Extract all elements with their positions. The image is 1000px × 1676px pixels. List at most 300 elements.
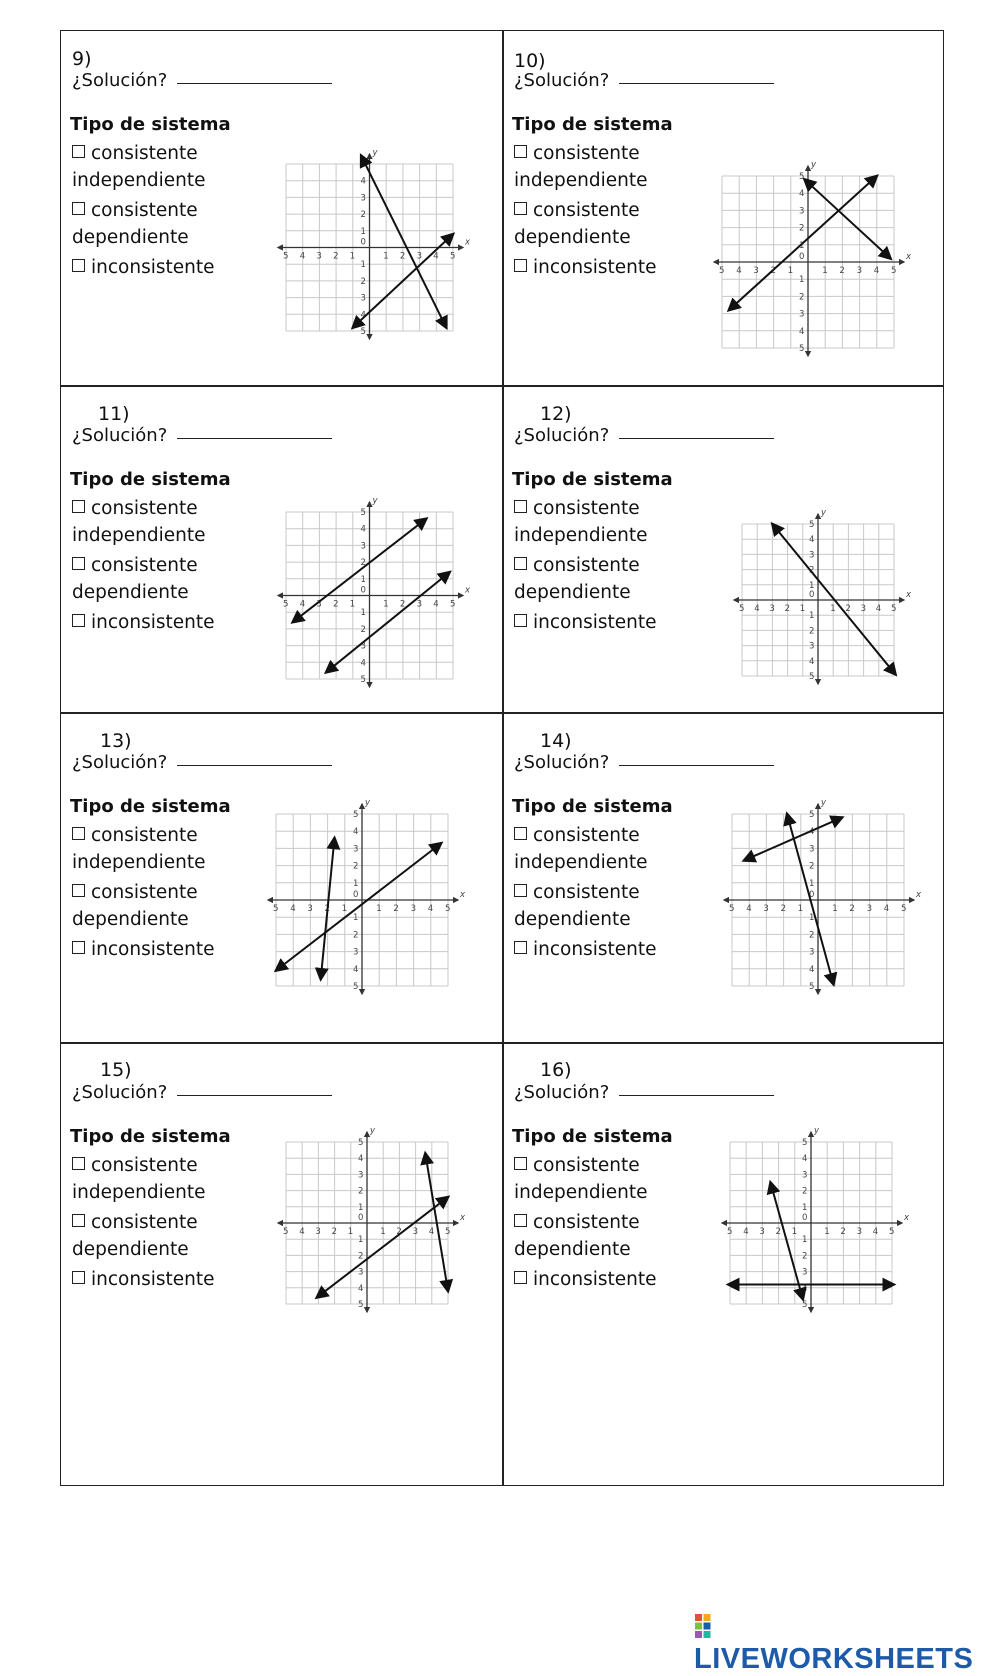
option-label-line2: independiente (514, 170, 648, 191)
y-tick-label: 1 (809, 913, 815, 924)
solution-answer-field[interactable] (514, 70, 774, 91)
coordinate-graph (708, 160, 912, 362)
x-tick-label: 4 (427, 904, 434, 914)
row-divider (60, 1042, 944, 1044)
liveworksheets-mark-icon (694, 1613, 720, 1639)
x-tick-label: 2 (396, 1227, 402, 1237)
option-label: inconsistente (533, 612, 657, 633)
y-tick-label: 4 (809, 656, 815, 667)
checkbox-icon[interactable] (72, 500, 85, 513)
y-tick-label: 5 (809, 672, 815, 682)
row-divider (60, 712, 944, 714)
origin-label: 0 (809, 890, 815, 900)
option-consistent-dependent[interactable] (514, 197, 640, 224)
checkbox-icon[interactable] (72, 259, 85, 272)
option-label-line2: dependiente (514, 909, 631, 930)
checkbox-icon[interactable] (514, 259, 527, 272)
solution-label: ¿Solución? (514, 1082, 610, 1103)
x-axis-label: x (906, 252, 912, 262)
problem-number: 10) (514, 50, 546, 72)
solution-answer-field[interactable] (514, 752, 774, 773)
problem-number: 15) (100, 1059, 132, 1081)
logo-text: LIVEWORKSHEETS (694, 1643, 974, 1675)
y-tick-label: 4 (809, 535, 815, 546)
y-tick-label: 3 (809, 947, 815, 958)
x-axis-label: x (906, 590, 912, 600)
x-tick-label: 5 (273, 904, 279, 914)
y-tick-label: 4 (358, 1154, 364, 1165)
y-tick-label: 3 (809, 844, 815, 855)
solution-answer-field[interactable] (72, 70, 332, 91)
checkbox-icon[interactable] (72, 614, 85, 627)
x-tick-label: 3 (416, 251, 423, 262)
x-tick-label: 4 (736, 266, 742, 276)
y-axis-label: y (811, 160, 817, 170)
solution-label: ¿Solución? (72, 1082, 168, 1103)
problem-number: 12) (540, 403, 572, 425)
answer-blank[interactable] (177, 437, 332, 439)
option-label: consistente (91, 1155, 198, 1176)
y-tick-label: 1 (360, 574, 366, 585)
system-type-heading: Tipo de sistema (512, 114, 673, 135)
solution-label: ¿Solución? (514, 752, 610, 773)
x-tick-label: 1 (787, 266, 794, 276)
y-tick-label: 3 (353, 844, 359, 855)
checkbox-icon[interactable] (514, 202, 527, 215)
y-tick-label: 4 (360, 658, 366, 669)
solution-label: ¿Solución? (72, 425, 168, 446)
option-consistent-independent[interactable] (72, 140, 198, 167)
option-label: inconsistente (533, 257, 657, 278)
option-inconsistent[interactable] (72, 609, 215, 636)
option-consistent-dependent[interactable] (514, 879, 640, 906)
x-tick-label: 3 (759, 1227, 765, 1237)
option-inconsistent[interactable] (514, 936, 657, 963)
y-tick-label: 3 (360, 541, 366, 552)
y-tick-label: 1 (360, 608, 366, 619)
y-tick-label: 3 (358, 1267, 364, 1278)
problem-number: 9) (72, 48, 92, 70)
liveworksheets-logo (694, 1610, 1000, 1676)
x-tick-label: 1 (799, 604, 806, 614)
x-tick-label: 3 (856, 1227, 863, 1237)
coordinate-graph (272, 148, 471, 350)
option-label: inconsistente (533, 939, 657, 960)
option-consistent-independent[interactable] (72, 495, 198, 522)
option-label: consistente (91, 825, 198, 846)
option-label-line2: dependiente (514, 227, 631, 248)
checkbox-icon[interactable] (72, 941, 85, 954)
system-type-heading: Tipo de sistema (70, 1126, 231, 1147)
option-label: consistente (533, 1212, 640, 1233)
x-tick-label: 2 (839, 266, 845, 276)
y-tick-label: 5 (802, 1300, 808, 1310)
y-tick-label: 2 (353, 930, 359, 941)
x-tick-label: 2 (399, 251, 406, 262)
y-tick-label: 1 (358, 1235, 364, 1246)
y-tick-label: 5 (353, 982, 359, 992)
option-label: consistente (91, 882, 198, 903)
solution-answer-field[interactable] (72, 1082, 332, 1103)
y-tick-label: 3 (809, 550, 815, 561)
x-tick-label: 5 (445, 1227, 451, 1237)
checkbox-icon[interactable] (514, 1214, 527, 1227)
origin-label: 0 (358, 1213, 364, 1223)
y-tick-label: 5 (360, 327, 366, 337)
y-tick-label: 1 (358, 1202, 364, 1213)
y-axis-label: y (370, 1126, 376, 1136)
checkbox-icon[interactable] (514, 557, 527, 570)
option-label: inconsistente (91, 612, 215, 633)
y-tick-label: 1 (360, 226, 366, 237)
checkbox-icon[interactable] (72, 145, 85, 158)
origin-label: 0 (802, 1213, 808, 1223)
x-tick-label: 1 (383, 599, 389, 610)
option-label: consistente (533, 882, 640, 903)
option-consistent-independent[interactable] (514, 1152, 640, 1179)
y-tick-label: 5 (358, 1138, 364, 1148)
option-label-line2: independiente (72, 525, 206, 546)
checkbox-icon[interactable] (514, 614, 527, 627)
x-tick-label: 2 (849, 904, 855, 914)
y-tick-label: 5 (360, 508, 366, 518)
x-tick-label: 4 (433, 599, 439, 610)
checkbox-icon[interactable] (514, 884, 527, 897)
y-axis-label: y (372, 496, 378, 506)
y-tick-label: 4 (799, 189, 805, 200)
y-axis-label: y (372, 148, 378, 158)
coordinate-graph (718, 798, 922, 1000)
option-consistent-dependent[interactable] (72, 879, 198, 906)
solution-answer-field[interactable] (514, 425, 774, 446)
checkbox-icon[interactable] (72, 827, 85, 840)
y-tick-label: 5 (360, 160, 366, 170)
checkbox-icon[interactable] (72, 884, 85, 897)
y-tick-label: 3 (360, 293, 366, 304)
x-tick-label: 4 (299, 251, 306, 262)
y-tick-label: 5 (799, 344, 805, 354)
x-tick-label: 1 (383, 251, 389, 262)
origin-label: 0 (360, 585, 366, 596)
option-label: consistente (91, 200, 198, 221)
x-tick-label: 1 (832, 904, 838, 914)
option-label: consistente (91, 498, 198, 519)
checkbox-icon[interactable] (72, 202, 85, 215)
x-tick-label: 2 (845, 604, 851, 614)
y-tick-label: 2 (799, 292, 805, 303)
x-tick-label: 3 (866, 904, 873, 914)
option-inconsistent[interactable] (72, 936, 215, 963)
option-label: consistente (533, 555, 640, 576)
y-tick-label: 4 (799, 326, 805, 337)
x-tick-label: 4 (746, 904, 752, 914)
y-tick-label: 2 (809, 861, 815, 872)
y-tick-label: 3 (802, 1170, 808, 1181)
x-tick-label: 3 (316, 599, 322, 610)
checkbox-icon[interactable] (72, 557, 85, 570)
x-tick-label: 3 (860, 604, 867, 614)
option-consistent-independent[interactable] (514, 495, 640, 522)
option-label-line2: independiente (514, 852, 648, 873)
x-axis-label: x (460, 890, 466, 900)
option-label: inconsistente (533, 1269, 657, 1290)
option-label-line2: dependiente (72, 227, 189, 248)
solution-answer-field[interactable] (514, 1082, 774, 1103)
x-tick-label: 3 (307, 904, 313, 914)
option-consistent-dependent[interactable] (72, 552, 198, 579)
x-tick-label: 1 (797, 904, 804, 914)
x-tick-label: 4 (299, 599, 306, 610)
option-label-line2: independiente (72, 852, 206, 873)
y-tick-label: 1 (809, 878, 815, 889)
x-tick-label: 5 (719, 266, 725, 276)
option-consistent-independent[interactable] (72, 822, 198, 849)
option-label: consistente (91, 1212, 198, 1233)
y-tick-label: 4 (360, 176, 366, 187)
option-consistent-dependent[interactable] (514, 1209, 640, 1236)
x-tick-label: 2 (784, 604, 791, 614)
x-tick-label: 3 (856, 266, 863, 276)
coordinate-graph (272, 1126, 466, 1318)
y-tick-label: 2 (358, 1186, 364, 1197)
option-consistent-dependent[interactable] (72, 197, 198, 224)
system-line (326, 572, 450, 672)
answer-blank[interactable] (619, 764, 774, 766)
x-tick-label: 5 (727, 1227, 733, 1237)
x-tick-label: 2 (333, 251, 339, 262)
option-label-line2: independiente (72, 170, 206, 191)
x-tick-label: 3 (753, 266, 759, 276)
y-tick-label: 5 (809, 520, 815, 530)
x-tick-label: 1 (376, 904, 382, 914)
answer-blank[interactable] (619, 437, 774, 439)
system-type-heading: Tipo de sistema (512, 796, 673, 817)
option-label-line2: independiente (514, 525, 648, 546)
y-axis-label: y (365, 798, 371, 808)
x-tick-label: 3 (315, 1227, 321, 1237)
option-label: inconsistente (91, 1269, 215, 1290)
y-tick-label: 4 (358, 1283, 364, 1294)
system-type-heading: Tipo de sistema (70, 114, 231, 135)
y-tick-label: 4 (809, 827, 815, 838)
option-consistent-independent[interactable] (514, 822, 640, 849)
x-axis-label: x (916, 890, 922, 900)
problem-number: 16) (540, 1059, 572, 1081)
y-tick-label: 5 (358, 1300, 364, 1310)
checkbox-icon[interactable] (514, 1157, 527, 1170)
x-tick-label: 3 (769, 604, 775, 614)
system-line (805, 179, 891, 258)
y-tick-label: 3 (799, 309, 805, 320)
checkbox-icon[interactable] (514, 827, 527, 840)
option-inconsistent[interactable] (514, 609, 657, 636)
solution-label: ¿Solución? (72, 752, 168, 773)
x-tick-label: 3 (763, 904, 769, 914)
x-tick-label: 2 (399, 599, 406, 610)
y-tick-label: 2 (802, 1186, 808, 1197)
option-consistent-dependent[interactable] (514, 552, 640, 579)
x-tick-label: 3 (316, 251, 322, 262)
x-tick-label: 4 (873, 266, 880, 276)
y-tick-label: 3 (358, 1170, 364, 1181)
y-tick-label: 1 (802, 1235, 808, 1246)
x-tick-label: 5 (729, 904, 735, 914)
problem-number: 14) (540, 730, 572, 752)
y-tick-label: 1 (809, 611, 815, 622)
answer-blank[interactable] (177, 1094, 332, 1096)
solution-label: ¿Solución? (72, 70, 168, 91)
checkbox-icon[interactable] (514, 145, 527, 158)
option-inconsistent[interactable] (514, 254, 657, 281)
x-tick-label: 1 (791, 1227, 798, 1237)
x-tick-label: 5 (891, 266, 897, 276)
y-tick-label: 4 (360, 310, 366, 321)
option-consistent-dependent[interactable] (72, 1209, 198, 1236)
checkbox-icon[interactable] (514, 500, 527, 513)
x-tick-label: 4 (290, 904, 296, 914)
coordinate-graph (716, 1126, 910, 1318)
y-tick-label: 3 (360, 193, 366, 204)
x-tick-label: 2 (393, 904, 399, 914)
checkbox-icon[interactable] (514, 1271, 527, 1284)
origin-label: 0 (799, 252, 805, 262)
option-inconsistent[interactable] (72, 1266, 215, 1293)
x-tick-label: 5 (283, 1227, 289, 1237)
y-tick-label: 4 (360, 524, 366, 535)
y-tick-label: 4 (353, 964, 359, 975)
solution-answer-field[interactable] (72, 425, 332, 446)
option-consistent-independent[interactable] (514, 140, 640, 167)
coordinate-graph (262, 798, 466, 1000)
x-tick-label: 2 (333, 599, 339, 610)
y-tick-label: 1 (809, 580, 815, 591)
row-divider (60, 385, 944, 387)
y-tick-label: 3 (353, 947, 359, 958)
option-label: consistente (533, 498, 640, 519)
system-type-heading: Tipo de sistema (512, 1126, 673, 1147)
option-label-line2: independiente (514, 1182, 648, 1203)
x-tick-label: 4 (743, 1227, 749, 1237)
x-tick-label: 5 (901, 904, 907, 914)
answer-blank[interactable] (619, 1094, 774, 1096)
x-axis-label: x (904, 1213, 910, 1223)
y-tick-label: 4 (802, 1154, 808, 1165)
y-tick-label: 2 (809, 626, 815, 637)
option-label: inconsistente (91, 257, 215, 278)
option-inconsistent[interactable] (72, 254, 215, 281)
x-tick-label: 5 (283, 599, 289, 610)
option-label: consistente (91, 143, 198, 164)
option-label: consistente (533, 1155, 640, 1176)
answer-blank[interactable] (177, 82, 332, 84)
x-tick-label: 2 (770, 266, 777, 276)
y-tick-label: 2 (799, 223, 805, 234)
system-type-heading: Tipo de sistema (70, 469, 231, 490)
option-label: consistente (533, 825, 640, 846)
option-label-line2: independiente (72, 1182, 206, 1203)
checkbox-icon[interactable] (72, 1157, 85, 1170)
y-tick-label: 3 (802, 1267, 808, 1278)
option-label-line2: dependiente (72, 909, 189, 930)
checkbox-icon[interactable] (514, 941, 527, 954)
coordinate-graph (272, 496, 471, 693)
y-tick-label: 2 (802, 1251, 808, 1262)
x-tick-label: 1 (349, 251, 356, 262)
y-tick-label: 5 (360, 675, 366, 685)
x-tick-label: 1 (380, 1227, 386, 1237)
x-tick-label: 2 (840, 1227, 846, 1237)
x-tick-label: 4 (872, 1227, 879, 1237)
x-axis-label: x (465, 237, 471, 248)
x-tick-label: 3 (416, 599, 423, 610)
x-tick-label: 5 (739, 604, 745, 614)
column-divider (502, 30, 504, 1486)
x-tick-label: 4 (433, 251, 439, 262)
x-tick-label: 5 (445, 904, 451, 914)
x-tick-label: 2 (324, 904, 331, 914)
system-line (361, 156, 446, 328)
x-tick-label: 5 (450, 599, 456, 610)
x-tick-label: 5 (891, 604, 897, 614)
option-label: consistente (533, 200, 640, 221)
y-tick-label: 2 (360, 624, 366, 635)
x-tick-label: 5 (283, 251, 289, 262)
x-tick-label: 2 (775, 1227, 782, 1237)
x-tick-label: 1 (349, 599, 356, 610)
origin-label: 0 (353, 890, 359, 900)
system-type-heading: Tipo de sistema (512, 469, 673, 490)
option-consistent-independent[interactable] (72, 1152, 198, 1179)
x-tick-label: 4 (883, 904, 890, 914)
y-tick-label: 1 (353, 878, 359, 889)
origin-label: 0 (809, 590, 815, 600)
x-axis-label: x (465, 585, 471, 596)
option-inconsistent[interactable] (514, 1266, 657, 1293)
x-tick-label: 4 (754, 604, 760, 614)
solution-answer-field[interactable] (72, 752, 332, 773)
system-line (787, 814, 833, 984)
y-tick-label: 2 (809, 930, 815, 941)
y-tick-label: 4 (802, 1283, 808, 1294)
checkbox-icon[interactable] (72, 1271, 85, 1284)
option-label-line2: dependiente (72, 1239, 189, 1260)
option-label-line2: dependiente (514, 1239, 631, 1260)
y-tick-label: 1 (360, 260, 366, 271)
x-tick-label: 1 (822, 266, 828, 276)
x-tick-label: 1 (347, 1227, 354, 1237)
y-tick-label: 1 (799, 240, 805, 251)
x-tick-label: 2 (331, 1227, 338, 1237)
y-tick-label: 3 (809, 641, 815, 652)
x-tick-label: 1 (830, 604, 836, 614)
y-tick-label: 4 (809, 964, 815, 975)
checkbox-icon[interactable] (72, 1214, 85, 1227)
y-tick-label: 2 (360, 210, 366, 221)
x-axis-label: x (460, 1213, 466, 1223)
y-tick-label: 3 (799, 206, 805, 217)
y-tick-label: 2 (360, 558, 366, 569)
system-line (772, 524, 895, 674)
problem-number: 11) (98, 403, 130, 425)
x-tick-label: 5 (450, 251, 456, 262)
y-axis-label: y (821, 508, 827, 518)
y-tick-label: 1 (802, 1202, 808, 1213)
answer-blank[interactable] (177, 764, 332, 766)
option-label: consistente (91, 555, 198, 576)
answer-blank[interactable] (619, 82, 774, 84)
option-label-line2: dependiente (514, 582, 631, 603)
x-tick-label: 1 (341, 904, 348, 914)
